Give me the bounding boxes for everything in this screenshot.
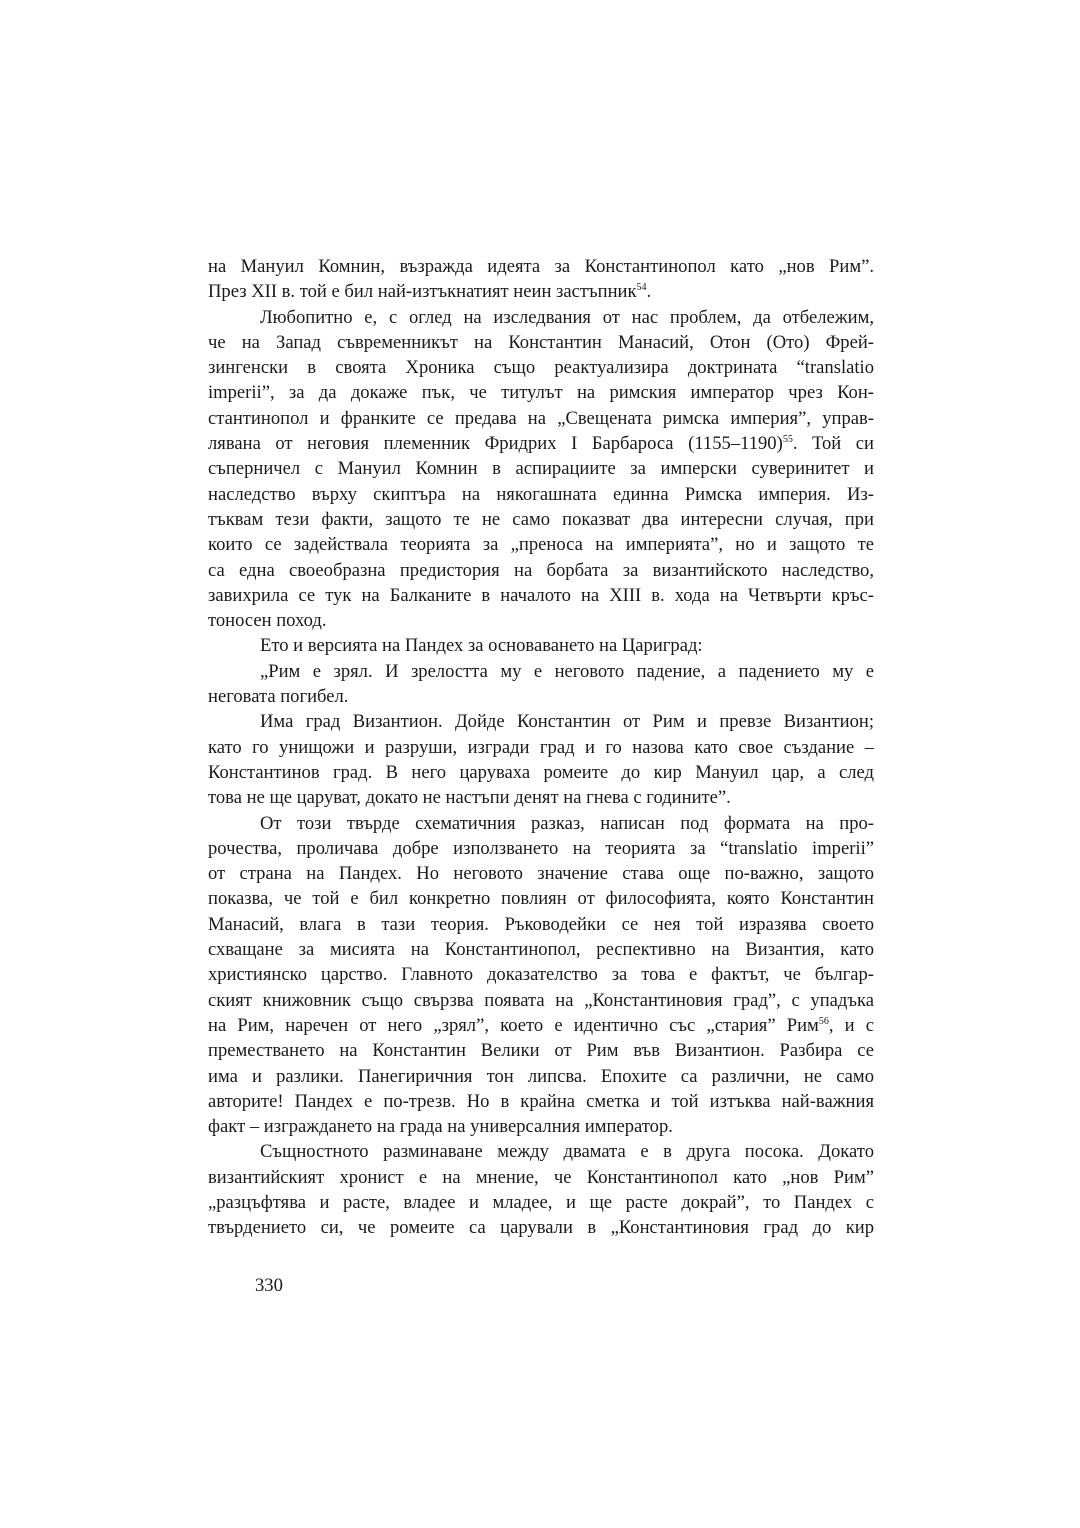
text-line: стантинопол и франките се предава на „Свещената римска империя”, управ- (208, 407, 874, 429)
text-line: схващане за мисията на Константинопол, респективно на Византия, като (208, 939, 874, 961)
footnote-ref-55[interactable]: 55 (782, 434, 793, 446)
text-line: християнско царство. Главното доказателство за това е фактът, че българ- (208, 964, 874, 986)
text-line: Ето и версията на Пандех за основаването на Цариград: (260, 635, 703, 657)
text-line: „Рим е зрял. И зрелостта му е неговото падение, а падението му е (260, 660, 874, 682)
paragraph-2 (208, 305, 874, 634)
page-number: 330 (255, 1275, 283, 1296)
text-line: съперничел с Мануил Комнин в аспирациите за имперски суверинитет и (208, 458, 874, 480)
text-line: Константинов град. В него царуваха ромеите до кир Мануил цар, а след (208, 761, 874, 783)
text-line: преместването на Константин Велики от Рим във Византион. Разбира се (208, 1040, 874, 1062)
text-line: рочества, проличава добре използването на теорията за “translatio imperii” (208, 837, 874, 859)
text-line: твърдението си, че ромеите са царували в „Константиновия град до кир (208, 1217, 874, 1239)
text-line: тъквам тези факти, защото те не само показват два интересни случая, при (208, 508, 874, 530)
text-line: византийският хронист е на мнение, че Константинопол като „нов Рим” (208, 1166, 874, 1188)
quote-paragraph-1 (208, 659, 874, 710)
text-line: ският книжовник също свързва появата на „Константиновия град”, с упадъка (208, 989, 874, 1011)
text-line: лявана от неговия племенник Фридрих I Барбароса (1155–1190)$^{55}$. Той си (208, 433, 874, 455)
text-line: завихрила се тук на Балканите в началото на XIII в. хода на Четвърти кръс- (208, 584, 874, 606)
text-line: на Мануил Комнин, възражда идеята за Константинопол като „нов Рим”. (208, 256, 874, 277)
text-line: Манасий, влага в тази теория. Ръководейки се нея той изразява своето (208, 913, 874, 935)
text-line: са една своеобразна предистория на борбата за византийското наследство, (208, 559, 874, 581)
text-line: imperii”, за да докаже пък, че титулът на римския император чрез Кон- (208, 382, 874, 404)
text-line: от страна на Пандех. Но неговото значение става още по-важно, защото (208, 863, 874, 885)
paragraph-1 (208, 254, 874, 305)
text-line: През XII в. той е бил най-изтъкнатият неин застъпник$^{54}$. (208, 281, 652, 303)
text-line: на Рим, наречен от него „зрял”, което е идентично със „стария” Рим$^{56}$, и с (208, 1014, 874, 1036)
text-line: зингенски в своята Хроника също реактуализира доктрината “translatio (208, 357, 874, 379)
text-line: Любопитно е, с оглед на изследвания от нас проблем, да отбележим, (260, 306, 874, 328)
paragraph-4 (208, 811, 874, 1140)
text-line: От този твърде схематичния разказ, написан под формата на про- (260, 812, 874, 834)
text-line: „разцъфтява и расте, владее и младее, и ще расте докрай”, то Пандех с (208, 1191, 874, 1213)
text-line: показва, че той е бил конкретно повлиян от философията, която Константин (208, 888, 874, 910)
footnote-ref-56[interactable]: 56 (818, 1015, 829, 1027)
text-line: като го унищожи и разруши, изгради град и го назова като свое създание – (208, 736, 874, 758)
text-line: наследство върху скиптъра на някогашната единна Римска империя. Из- (208, 483, 874, 505)
text-line: които се задействала теорията за „преноса на империята”, но и защото те (208, 534, 874, 556)
text-line: това не ще царуват, докато не настъпи денят на гнева с годините”. (208, 787, 731, 809)
text-line: има и разлики. Панегиричния тон липсва. Епохите са различни, не само (208, 1065, 874, 1087)
body-text (208, 254, 874, 1241)
quote-paragraph-2 (208, 709, 874, 810)
text-line: неговата погибел. (208, 686, 349, 708)
text-line: Същностното разминаване между двамата е в друга посока. Докато (260, 1141, 874, 1163)
text-line: факт – изграждането на града на универсалния император. (208, 1116, 673, 1138)
footnote-ref-54[interactable]: 54 (636, 282, 647, 294)
text-line: авторите! Пандех е по-трезв. Но в крайна сметка и той изтъква най-важния (208, 1090, 874, 1112)
text-line: Има град Византион. Дойде Константин от Рим и превзе Византион; (260, 711, 874, 733)
paragraph-3 (208, 633, 874, 658)
text-line: тоносен поход. (208, 610, 327, 632)
paragraph-5 (208, 1139, 874, 1240)
text-line: че на Запад съвременникът на Константин Манасий, Отон (Ото) Фрей- (208, 331, 874, 353)
